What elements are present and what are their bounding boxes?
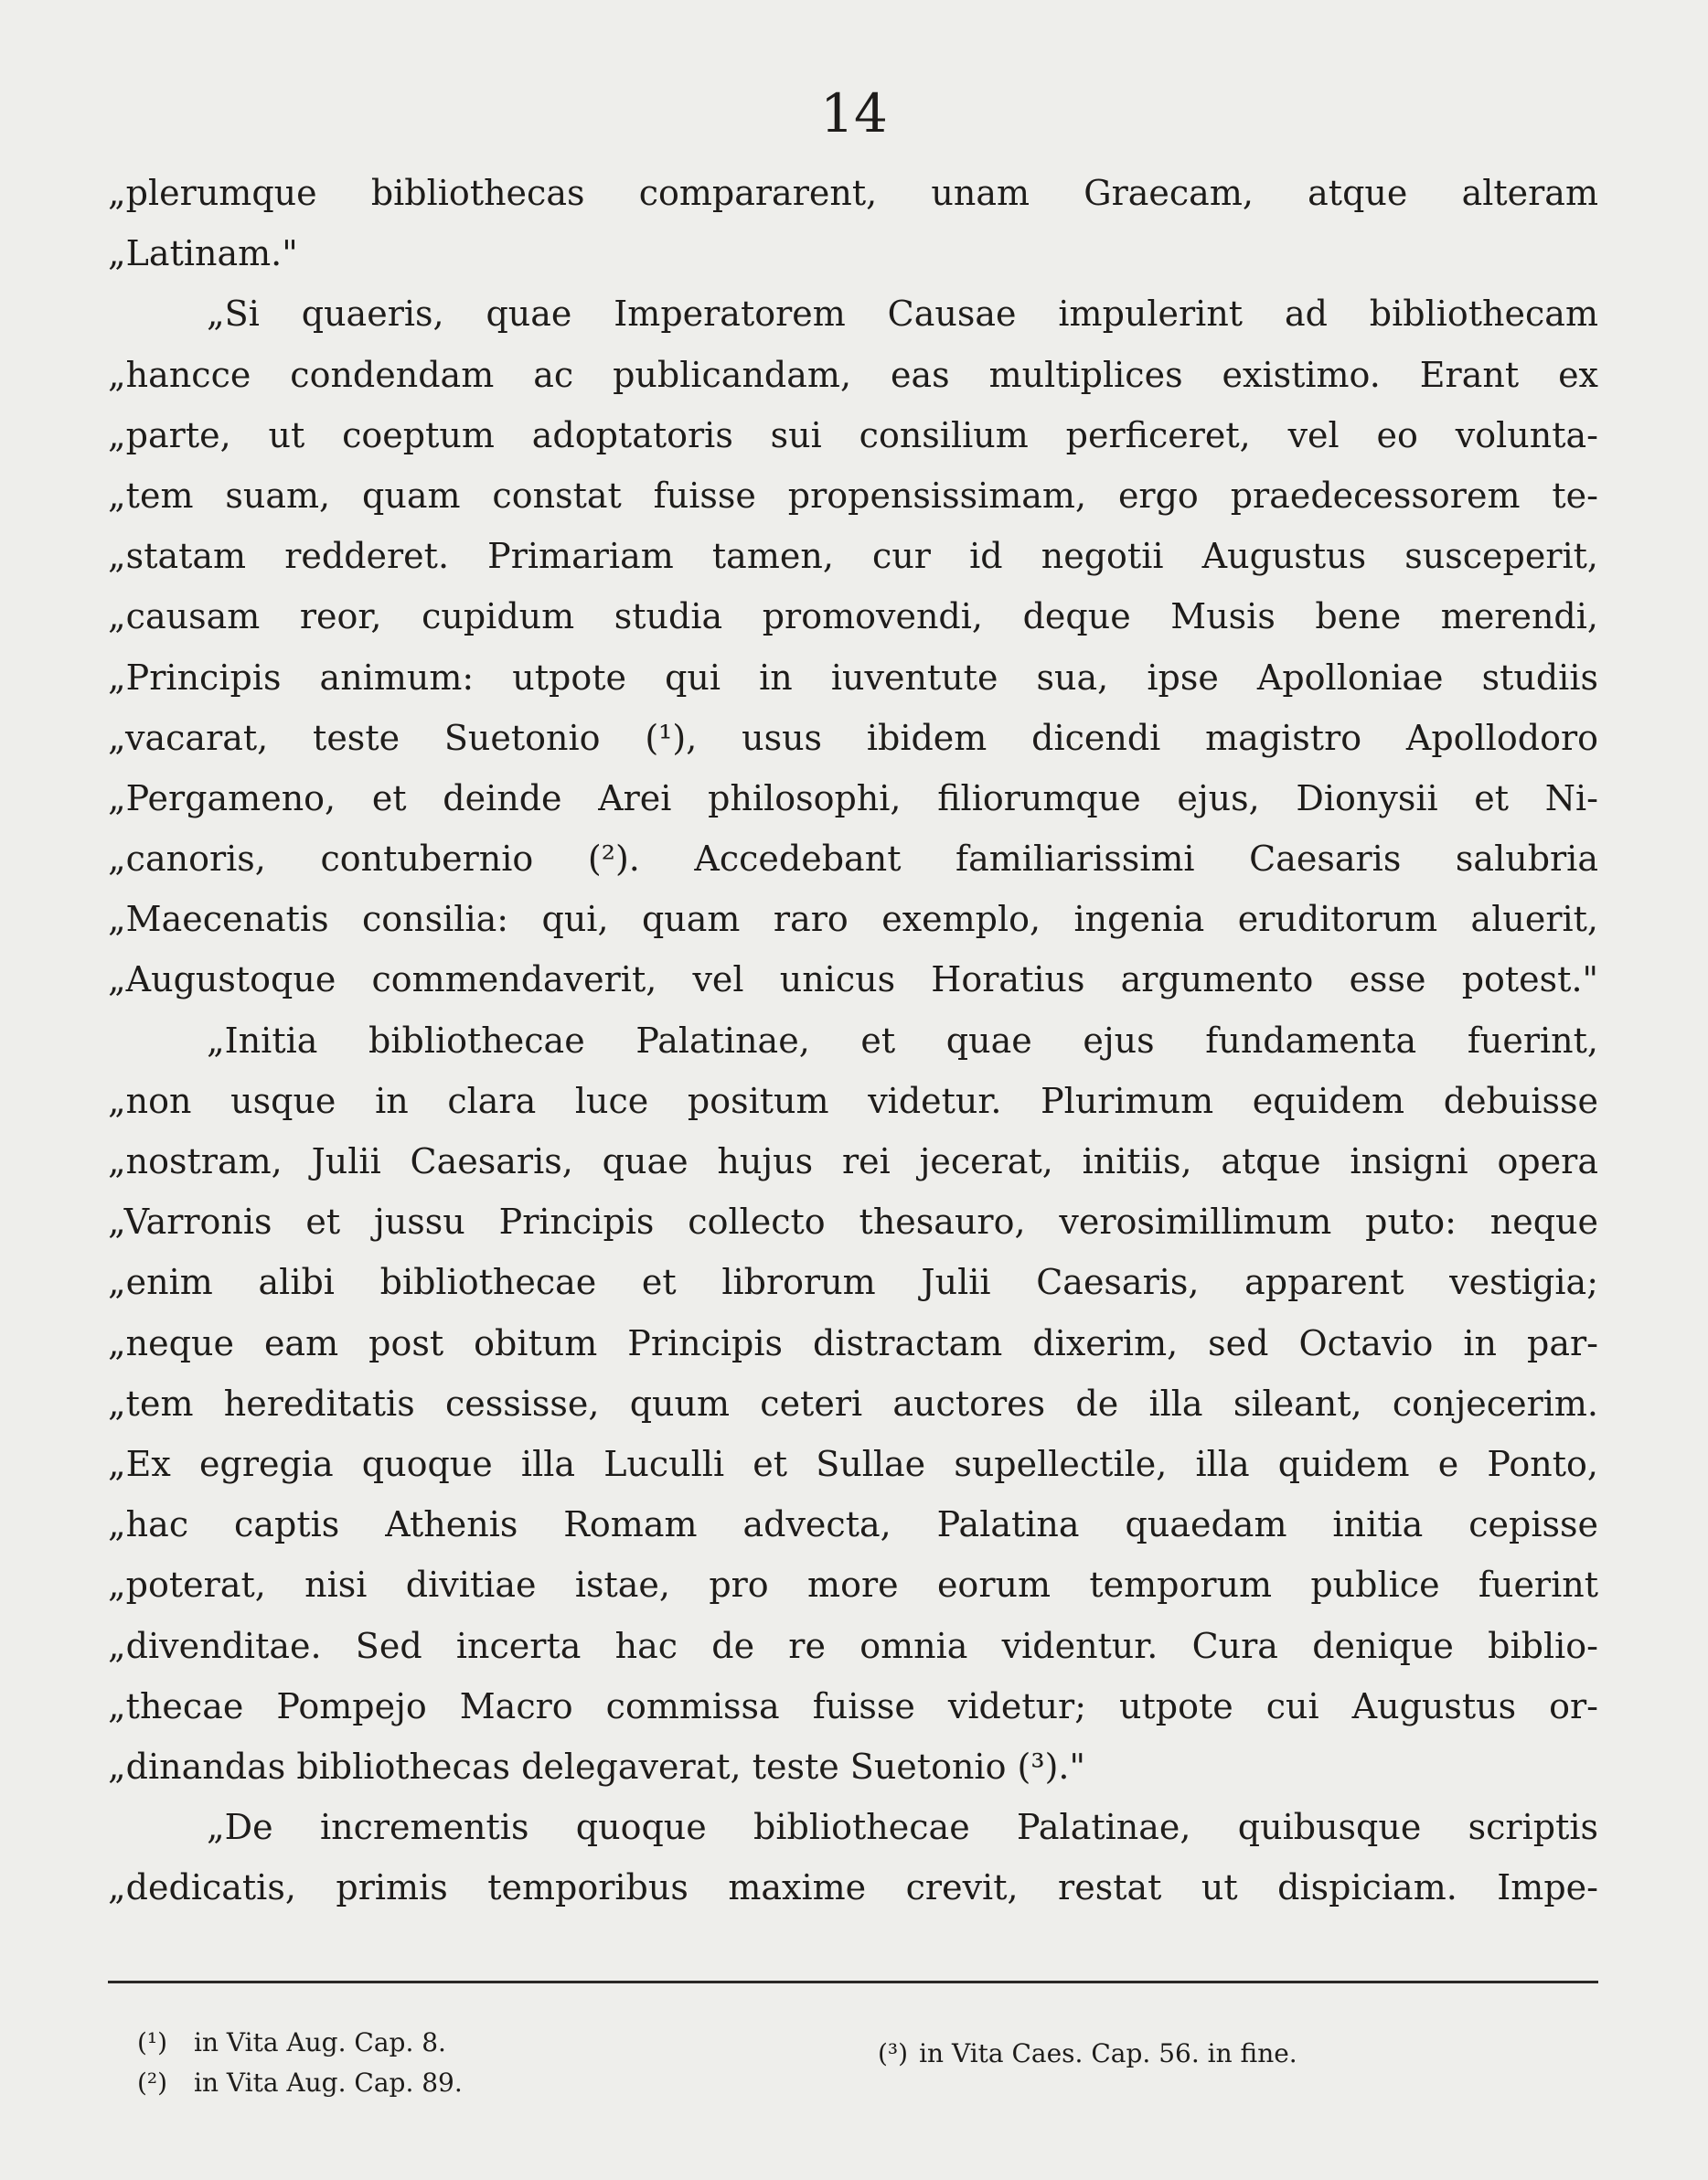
text-line: „thecae Pompejo Macro commissa fuisse videtur; utpote cui Augustus or-: [108, 1685, 1598, 1726]
text-line: „dedicatis, primis temporibus maxime crevit, restat ut dispiciam. Impe-: [108, 1867, 1598, 1908]
text-line: „enim alibi bibliothecae et librorum Julii Caesaris, apparent vestigia;: [108, 1262, 1598, 1303]
text-line: „canoris, contubernio (²). Accedebant familiarissimi Caesaris salubria: [108, 839, 1598, 880]
text-line: „Principis animum: utpote qui in iuventute sua, ipse Apolloniae studiis: [108, 657, 1598, 698]
text-line: „tem hereditatis cessisse, quum ceteri auctores de illa sileant, conjecerim.: [108, 1383, 1598, 1424]
text-line: „neque eam post obitum Principis distractam dixerim, sed Octavio in par-: [108, 1322, 1598, 1363]
footnotes-left: [137, 2023, 463, 2103]
footnote-text: in Vita Caes. Cap. 56. in fine.: [919, 2038, 1297, 2068]
text-line: „De incrementis quoque bibliothecae Palatinae, quibusque scriptis: [207, 1807, 1598, 1848]
footnote: [137, 2023, 463, 2063]
text-line: „plerumque bibliothecas compararent, unam Graecam, atque alteram: [108, 173, 1598, 213]
text-line: „Ex egregia quoque illa Luculli et Sullae supellectile, illa quidem e Ponto,: [108, 1443, 1598, 1484]
footnote-mark: (³): [878, 2038, 909, 2068]
text-line: „Pergameno, et deinde Arei philosophi, filiorumque ejus, Dionysii et Ni-: [108, 777, 1598, 818]
body-text: [108, 163, 1598, 1918]
footnote-text: in Vita Aug. Cap. 89.: [194, 2068, 463, 2098]
footnote-right: [878, 2034, 1297, 2074]
text-line: „dinandas bibliothecas delegaverat, teste Suetonio (³).": [108, 1746, 1085, 1787]
text-line: „Varronis et jussu Principis collecto thesauro, verosimillimum puto: neque: [108, 1202, 1598, 1243]
footnote-rule: [108, 1981, 1598, 1983]
text-line: „hancce condendam ac publicandam, eas multiplices existimo. Erant ex: [108, 354, 1598, 395]
text-line: „parte, ut coeptum adoptatoris sui consilium perficeret, vel eo volunta-: [108, 414, 1598, 455]
footnote-mark: (²): [137, 2068, 168, 2098]
text-line: „non usque in clara luce positum videtur. Plurimum equidem debuisse: [108, 1080, 1598, 1121]
text-line: „hac captis Athenis Romam advecta, Palatina quaedam initia cepisse: [108, 1504, 1598, 1545]
footnote: [137, 2063, 463, 2103]
text-line: „causam reor, cupidum studia promovendi, deque Musis bene merendi,: [108, 596, 1598, 637]
text-line: „poterat, nisi divitiae istae, pro more eorum temporum publice fuerint: [108, 1565, 1598, 1606]
text-line: „statam redderet. Primariam tamen, cur id negotii Augustus susceperit,: [108, 536, 1598, 577]
page-number: 14: [820, 82, 888, 144]
text-line: „nostram, Julii Caesaris, quae hujus rei jecerat, initiis, atque insigni opera: [108, 1141, 1598, 1181]
text-line: „Initia bibliothecae Palatinae, et quae ejus fundamenta fuerint,: [207, 1020, 1598, 1061]
text-line: „vacarat, teste Suetonio (¹), usus ibidem dicendi magistro Apollodoro: [108, 717, 1598, 758]
text-line: „tem suam, quam constat fuisse propensissimam, ergo praedecessorem te-: [108, 475, 1598, 516]
footnote-text: in Vita Aug. Cap. 8.: [194, 2027, 446, 2057]
text-line: „divenditae. Sed incerta hac de re omnia videntur. Cura denique biblio-: [108, 1625, 1598, 1666]
text-line: „Maecenatis consilia: qui, quam raro exemplo, ingenia eruditorum aluerit,: [108, 899, 1598, 940]
text-line: „Augustoque commendaverit, vel unicus Horatius argumento esse potest.": [108, 959, 1598, 1000]
text-line: „Latinam.": [108, 233, 298, 274]
text-line: „Si quaeris, quae Imperatorem Causae impulerint ad bibliothecam: [207, 294, 1598, 335]
footnote-mark: (¹): [137, 2027, 168, 2057]
